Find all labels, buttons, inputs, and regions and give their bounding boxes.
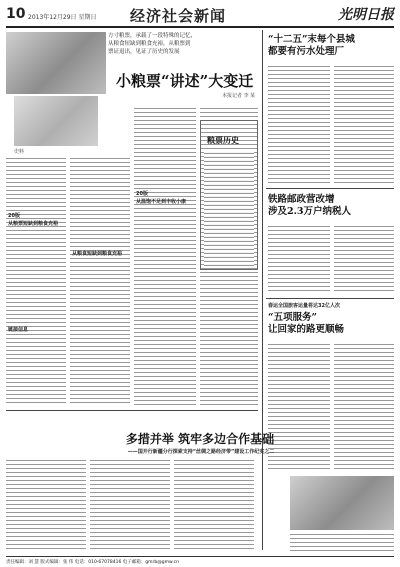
photo-caption: 史料: [14, 149, 25, 155]
divider-2: [266, 188, 394, 189]
column-text-3: [134, 106, 196, 406]
bottom-headline: 多措并举 筑牢多边合作基础: [125, 432, 275, 446]
subhead-e: 从温饱不足到丰收小康: [136, 199, 187, 205]
grain-ticket-photo: [6, 32, 106, 94]
page-number: 10: [6, 6, 26, 22]
rail-headline: “五项服务” 让回家的路更顺畅: [268, 312, 345, 335]
county-text-1: [268, 64, 330, 184]
county-headline: “十二五”末每个县城 都要有污水处理厂: [268, 34, 355, 57]
subhead-a: 20版: [8, 213, 20, 219]
county-text-2: [334, 64, 394, 184]
bottom-text-2: [90, 458, 170, 552]
column-text-1: [6, 156, 66, 406]
issue-date: 2013年12月29日 星期日: [28, 14, 97, 21]
post-headline: 铁路邮政营改增 涉及2.3万户纳税人: [268, 194, 352, 217]
rail-kicker: 春运全国旅客运量将达32亿人次: [268, 303, 340, 309]
post-text-2: [334, 224, 394, 294]
grain-ticket-photo-2: [14, 96, 98, 146]
subhead-b: 从粮票短缺到粮食充裕: [8, 221, 59, 227]
bottom-text-3: [174, 458, 254, 552]
left-kicker: 链接信息: [8, 327, 29, 333]
history-box-title: 粮票历史: [207, 135, 239, 145]
bottom-photo: [290, 476, 394, 530]
bottom-subhead: ——国开行新疆分行探索支持“丝绸之路经济带”建设工作纪实之二: [127, 449, 275, 455]
history-box-text: [204, 151, 254, 266]
history-box: [200, 120, 258, 270]
subhead-c: 从粮食短缺到粮食充裕: [72, 251, 123, 257]
post-text-1: [268, 224, 330, 294]
newspaper-logo: 光明日报: [338, 7, 394, 23]
divider-3: [266, 298, 394, 299]
byline: 本报记者 李 某: [222, 93, 256, 99]
story-deck: 方寸粮票，承载了一段特殊的记忆， 从粮食短缺到粮食充裕，从粮票到 票证退出，见证了历史的发展: [108, 33, 197, 55]
bottom-photo-caption: [290, 532, 394, 552]
divider: [6, 410, 258, 411]
column-text-2: [70, 156, 130, 406]
column-rule: [262, 30, 263, 550]
masthead: [6, 4, 394, 28]
subhead-d: 20版: [136, 191, 148, 197]
grain-story-headline: 小粮票“讲述”大变迁: [116, 72, 254, 90]
section-title: 经济社会新闻: [130, 7, 227, 25]
footer: 责任编辑：刘 慧 版式编辑：张 伟 电话：010-67078416 电子邮箱：gmrb@gmw.cn: [6, 556, 394, 565]
bottom-text-1: [6, 458, 86, 552]
